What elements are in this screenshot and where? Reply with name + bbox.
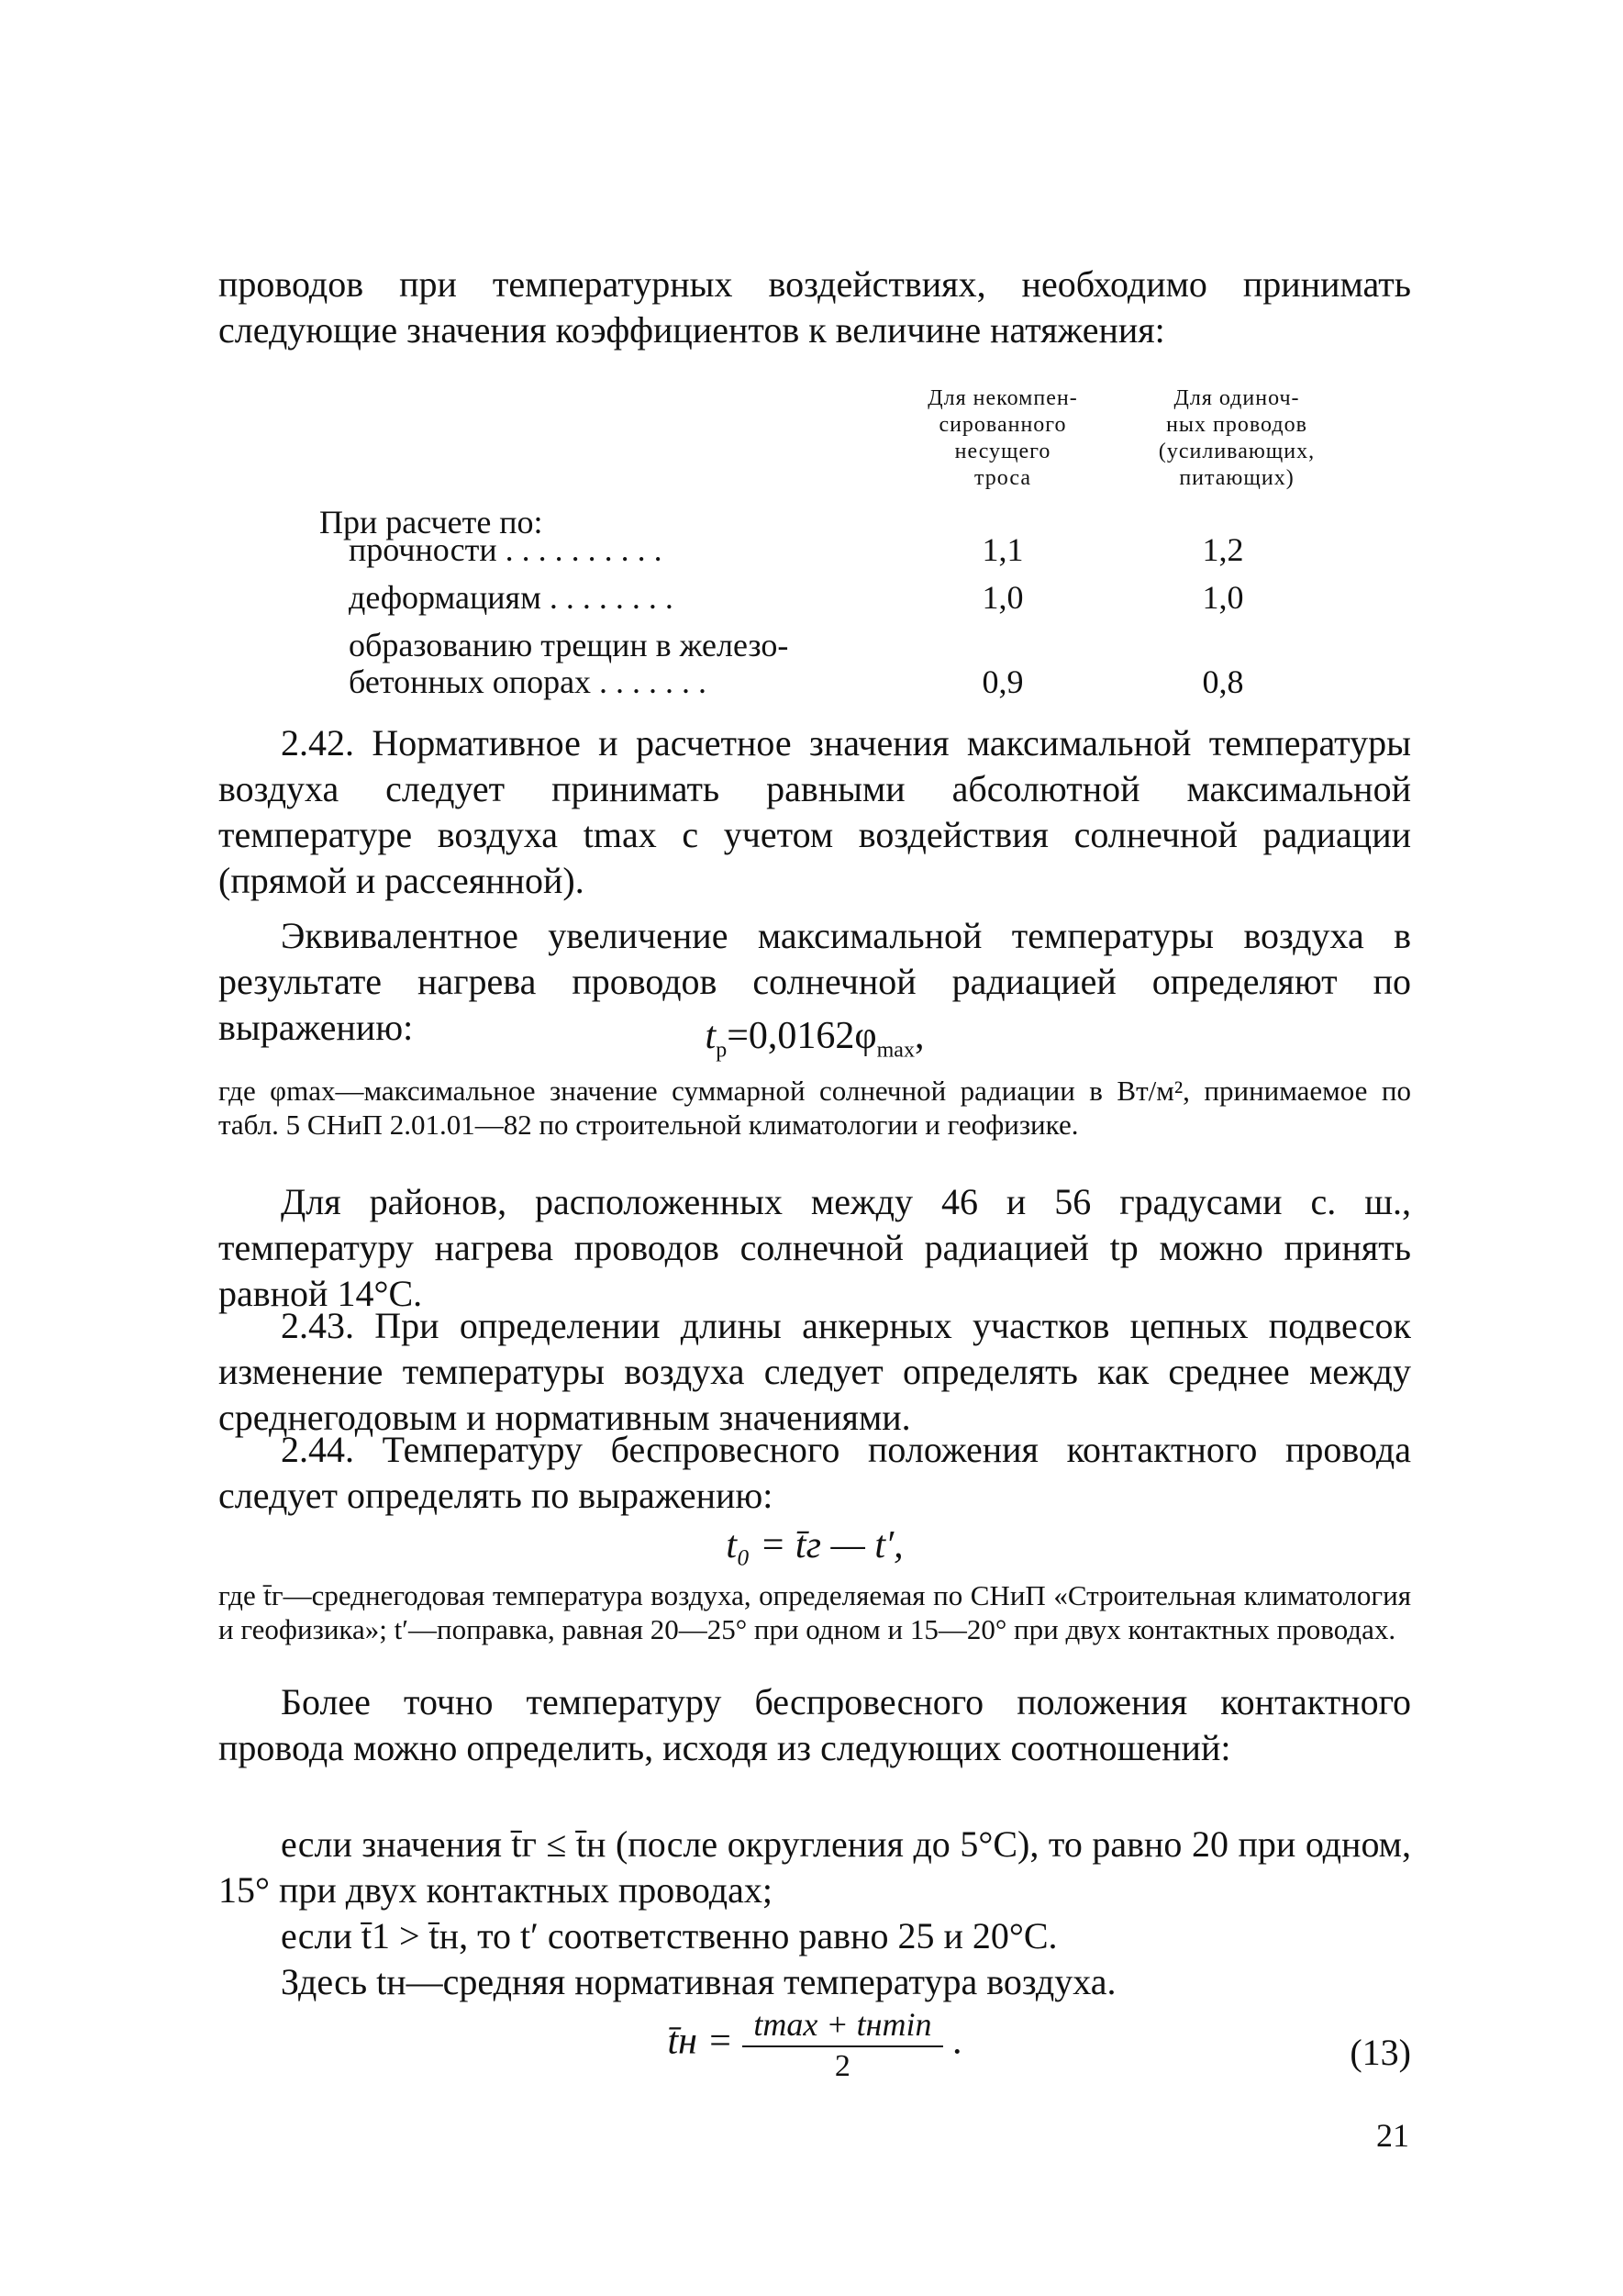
formula-13: [218, 2005, 1411, 2097]
table-cell: 1,0: [1202, 579, 1244, 616]
paragraph-more-precise: Более точно температуру беспровесного положения контактного провода можно определить, исходя из следующих соотношений:: [218, 1681, 1411, 1768]
table-cell: 1,0: [982, 579, 1024, 616]
table-cell: 0,9: [982, 663, 1024, 700]
col1-header-line: Для некомпен-: [928, 386, 1078, 410]
col2-header-line: (усиливающих,: [1158, 440, 1316, 463]
formula-tp-rhs: =0,0162φ: [727, 1015, 877, 1057]
col1-header-line: несущего: [954, 440, 1051, 463]
paragraph-if-1: если значения t̄г ≤ t̄н (после округления до 5°С), то равно 20 при одном, 15° при двух контактных проводах;: [218, 1823, 1411, 1911]
table-row-label: образованию трещин в железо-: [349, 627, 789, 663]
col2-header-line: Для одиноч-: [1173, 386, 1300, 410]
table-cell: 1,1: [982, 531, 1024, 568]
table-cell: 0,8: [1202, 663, 1244, 700]
formula-13-numerator: tmax + tнmin: [742, 2005, 942, 2047]
paragraph-2-42: 2.42. Нормативное и расчетное значения максимальной температуры воздуха следует принимать равными абсолютной максимальной температуре воздуха tmax с учетом воздействия солнечной радиации (прямой и рассеянной).: [218, 722, 1411, 901]
table-row-label-cont: бетонных опорах . . . . . . .: [349, 663, 707, 700]
col2-header-line: ных проводов: [1166, 413, 1307, 437]
col2-header: [1117, 385, 1356, 492]
page-number: 21: [1376, 2117, 1409, 2154]
table-group-label: При расчете по:: [319, 504, 543, 541]
formula-tp-lhs-sub: р: [716, 1038, 728, 1063]
formula-13-tail: .: [952, 2020, 962, 2063]
table-cell: 1,2: [1202, 531, 1244, 568]
paragraph-equivalent: Эквивалентное увеличение максимальной температуры воздуха в результате нагрева проводов солнечной радиацией определяют по выражению:: [218, 915, 1411, 1048]
col1-header-line: сированного: [939, 413, 1067, 437]
formula-t0: t₀ = t̄г — t′,: [726, 1524, 904, 1566]
paragraph-if-2: если t̄1 > t̄н, то t′ соответственно равно 25 и 20°С.: [281, 1915, 1058, 1956]
formula-tp-tail: ,: [914, 1015, 925, 1057]
paragraph-2-44: 2.44. Температуру беспровесного положения контактного провода следует определять по выражению:: [218, 1429, 1411, 1516]
col1-header-line: троса: [974, 466, 1031, 490]
formula-13-lhs: t̄н =: [667, 2020, 733, 2063]
note-phi-max: где φmax—максимальное значение суммарной солнечной радиации в Вт/м², принимаемое по табл. 5 СНиП 2.01.01—82 по строительной климатологии и геофизике.: [218, 1075, 1411, 1141]
coefficient-table: [218, 385, 1411, 707]
formula-tp-lhs: t: [705, 1015, 717, 1057]
col1-header: [897, 385, 1108, 492]
formula-tp-rhs-sub: max: [876, 1038, 915, 1063]
intro-paragraph: проводов при температурных воздействиях, необходимо принимать следующие значения коэффициентов к величине натяжения:: [218, 263, 1411, 351]
note-tg: где t̄г—среднегодовая температура воздуха, определяемая по СНиП «Строительная климатология и геофизика»; t′—поправка, равная 20—25° при одном и 15—20° при двух контактных проводах.: [218, 1579, 1411, 1645]
paragraph-here: Здесь tн—средняя нормативная температура воздуха.: [281, 1961, 1117, 2002]
equation-number: (13): [1350, 2032, 1411, 2073]
paragraph-regions: Для районов, расположенных между 46 и 56 градусами с. ш., температуру нагрева проводов солнечной радиацией tр можно принять равной 14°C.: [218, 1181, 1411, 1314]
formula-tp: [218, 1014, 1411, 1063]
formula-13-fraction: [742, 2005, 942, 2084]
formula-13-denominator: 2: [834, 2049, 850, 2083]
col2-header-line: питающих): [1179, 466, 1295, 490]
table-row-label: деформациям . . . . . . . .: [349, 579, 673, 616]
table-row-label: прочности . . . . . . . . . .: [349, 531, 662, 568]
paragraph-2-43: 2.43. При определении длины анкерных участков цепных подвесок изменение температуры воздуха следует определять как среднее между среднегодовым и нормативным значениями.: [218, 1305, 1411, 1438]
